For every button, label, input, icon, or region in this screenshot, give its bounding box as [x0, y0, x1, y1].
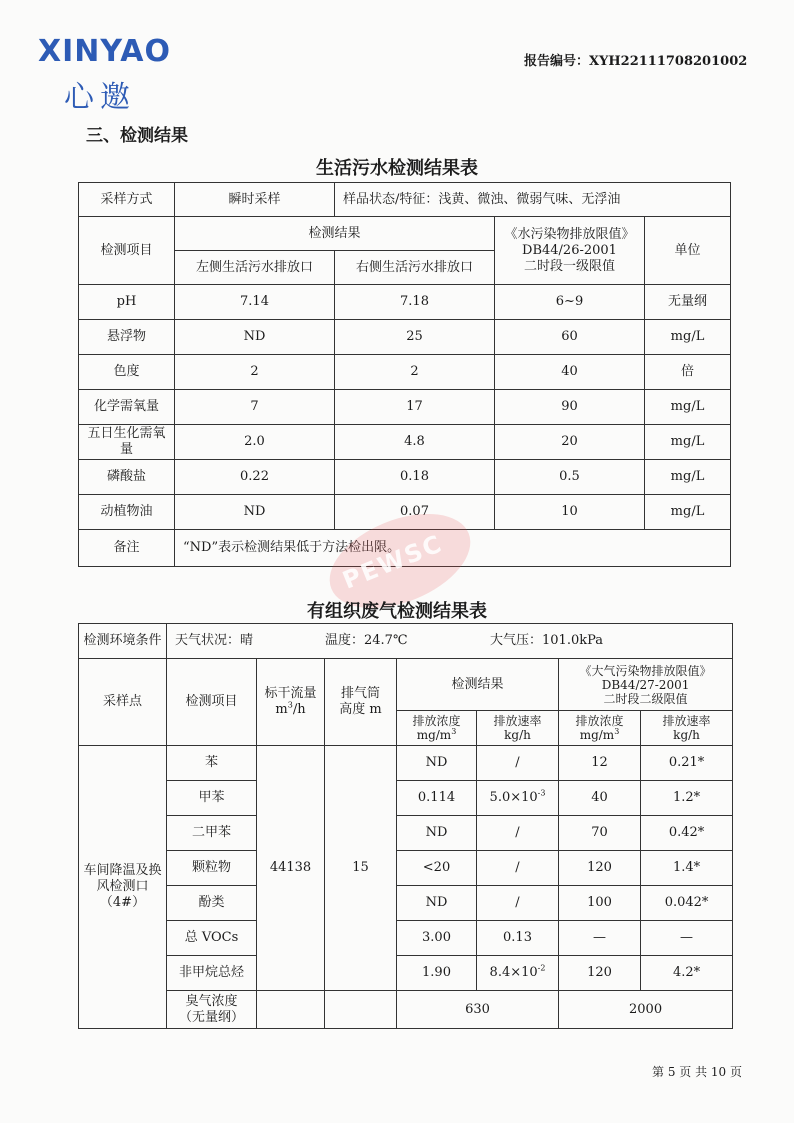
stack-header-line2: 高度 m [339, 702, 382, 717]
table-row [79, 816, 733, 851]
odor-limit: 2000 [559, 991, 733, 1029]
limit-header-line1: 《大气污染物排放限值》 [579, 663, 712, 678]
value-cell: 7.14 [175, 285, 335, 320]
item-cell: 甲苯 [167, 781, 257, 816]
value-cell: 25 [335, 320, 495, 355]
conc-cell: ND [397, 746, 477, 781]
rate-cell: $5.0\times 10^{-3}$ [477, 781, 559, 816]
env-conditions [167, 624, 733, 659]
limit-conc-cell: 70 [559, 816, 641, 851]
value-cell: 2 [175, 355, 335, 390]
limit-rate-header: 排放速率 kg/h [641, 711, 733, 746]
limit-conc-cell: 100 [559, 886, 641, 921]
wastewater-table-title: 生活污水检测结果表 [316, 158, 478, 179]
point-header: 采样点 [79, 659, 167, 746]
company-logo-cn: 心邀 [64, 80, 136, 115]
limit-header-line3: 二时段一级限值 [523, 258, 615, 274]
temperature: 温度：24.7℃ [325, 633, 408, 648]
stack-header-line1: 排气筒 [340, 686, 380, 701]
company-logo-en: XINYAO [38, 34, 171, 69]
item-header: 检测项目 [167, 659, 257, 746]
item-cell: 悬浮物 [79, 320, 175, 355]
exhaust-table-title: 有组织废气检测结果表 [307, 601, 487, 622]
item-cell: 酚类 [167, 886, 257, 921]
limit-conc-cell: 12 [559, 746, 641, 781]
flow-header-unit: $m^3/h$ [275, 700, 306, 717]
limit-rate-cell: 0.42* [641, 816, 733, 851]
table-row [79, 285, 731, 320]
result-header: 检测结果 [175, 217, 495, 251]
report-number: 报告编号：XYH22111708201002 [524, 54, 748, 69]
value-cell: 0.22 [175, 460, 335, 495]
item-cell: 五日生化需氧量 [79, 425, 175, 460]
conc-cell: 0.114 [397, 781, 477, 816]
table-row [79, 425, 731, 460]
item-cell: 颗粒物 [167, 851, 257, 886]
sampling-point: 车间降温及换 风检测口 （4#） [79, 746, 167, 1029]
value-cell: 17 [335, 390, 495, 425]
unit-cell: mg/L [645, 460, 731, 495]
page-number: 第 5 页 共 10 页 [652, 1065, 742, 1079]
conc-header: 排放浓度 $mg/m^3$ [397, 711, 477, 746]
unit-header: 单位 [645, 217, 731, 285]
limit-cell: 90 [495, 390, 645, 425]
conc-cell: 1.90 [397, 956, 477, 991]
rate-cell: / [477, 816, 559, 851]
item-cell: 苯 [167, 746, 257, 781]
rate-header: 排放速率 kg/h [477, 711, 559, 746]
table-row [79, 991, 733, 1029]
conc-cell: <20 [397, 851, 477, 886]
limit-cell: 0.5 [495, 460, 645, 495]
unit-cell: 倍 [645, 355, 731, 390]
item-cell: 化学需氧量 [79, 390, 175, 425]
item-cell: 二甲苯 [167, 816, 257, 851]
result-header: 检测结果 [397, 659, 559, 711]
exhaust-results-table [78, 623, 733, 1029]
limit-header [495, 217, 645, 285]
table-row [79, 886, 733, 921]
pressure: 大气压：101.0kPa [490, 633, 604, 648]
limit-header-line2: DB44/27-2001 [601, 677, 690, 692]
limit-conc-cell: 40 [559, 781, 641, 816]
table-row [79, 921, 733, 956]
point1-header: 左侧生活污水排放口 [175, 251, 335, 285]
item-cell: 动植物油 [79, 495, 175, 530]
limit-conc-header: 排放浓度 $mg/m^3$ [559, 711, 641, 746]
item-header: 检测项目 [79, 217, 175, 285]
limit-cell: 6~9 [495, 285, 645, 320]
table-row [79, 390, 731, 425]
limit-header-line3: 二时段二级限值 [603, 691, 688, 706]
limit-rate-cell: 0.042* [641, 886, 733, 921]
unit-cell: mg/L [645, 320, 731, 355]
limit-cell: 40 [495, 355, 645, 390]
value-cell: 2.0 [175, 425, 335, 460]
section-title: 三、检测结果 [86, 126, 188, 146]
sampling-method-value: 瞬时采样 [175, 183, 335, 217]
point2-header: 右侧生活污水排放口 [335, 251, 495, 285]
table-row [79, 320, 731, 355]
limit-rate-cell: 1.2* [641, 781, 733, 816]
limit-rate-cell: 0.21* [641, 746, 733, 781]
flow-value: 44138 [257, 746, 325, 991]
stamp-text: PEWSC [338, 529, 447, 595]
rate-cell: 0.13 [477, 921, 559, 956]
sampling-method-label: 采样方式 [79, 183, 175, 217]
weather: 天气状况：晴 [175, 633, 254, 648]
unit-cell: mg/L [645, 390, 731, 425]
limit-rate-cell: 4.2* [641, 956, 733, 991]
rate-cell: / [477, 851, 559, 886]
limit-rate-cell: — [641, 921, 733, 956]
sample-status: 样品状态/特征：浅黄、微浊、微弱气味、无浮油 [335, 183, 731, 217]
note-text: “ND”表示检测结果低于方法检出限。 [175, 530, 731, 567]
item-cell: pH [79, 285, 175, 320]
value-cell: 2 [335, 355, 495, 390]
unit-cell: mg/L [645, 495, 731, 530]
flow-header-label: 标干流量 [264, 686, 317, 701]
value-cell: 7 [175, 390, 335, 425]
limit-header [559, 659, 733, 711]
table-row [79, 956, 733, 991]
table-row [79, 355, 731, 390]
note-label: 备注 [79, 530, 175, 567]
stack-height-header [325, 659, 397, 746]
limit-header-line2: DB44/26-2001 [522, 242, 617, 258]
flow-header [257, 659, 325, 746]
odor-value: 630 [397, 991, 559, 1029]
table-row [79, 746, 733, 781]
value-cell: 0.07 [335, 495, 495, 530]
item-cell: 非甲烷总烃 [167, 956, 257, 991]
rate-cell: $8.4\times 10^{-2}$ [477, 956, 559, 991]
limit-rate-cell: 1.4* [641, 851, 733, 886]
item-cell: 总 VOCs [167, 921, 257, 956]
unit-cell: 无量纲 [645, 285, 731, 320]
limit-cell: 10 [495, 495, 645, 530]
odor-item: 臭气浓度 （无量纲） [167, 991, 257, 1029]
table-row [79, 851, 733, 886]
value-cell: 4.8 [335, 425, 495, 460]
value-cell: ND [175, 495, 335, 530]
limit-cell: 20 [495, 425, 645, 460]
table-row [79, 460, 731, 495]
conc-cell: ND [397, 816, 477, 851]
value-cell: 0.18 [335, 460, 495, 495]
limit-header-line1: 《水污染物排放限值》 [504, 226, 635, 242]
rate-cell: / [477, 746, 559, 781]
limit-conc-cell: 120 [559, 851, 641, 886]
limit-conc-cell: — [559, 921, 641, 956]
unit-cell: mg/L [645, 425, 731, 460]
value-cell: 7.18 [335, 285, 495, 320]
item-cell: 磷酸盐 [79, 460, 175, 495]
limit-conc-cell: 120 [559, 956, 641, 991]
conc-cell: ND [397, 886, 477, 921]
rate-cell: / [477, 886, 559, 921]
item-cell: 色度 [79, 355, 175, 390]
limit-cell: 60 [495, 320, 645, 355]
table-row [79, 781, 733, 816]
env-label: 检测环境条件 [79, 624, 167, 659]
wastewater-results-table [78, 182, 731, 567]
value-cell: ND [175, 320, 335, 355]
stack-height-value: 15 [325, 746, 397, 991]
conc-cell: 3.00 [397, 921, 477, 956]
